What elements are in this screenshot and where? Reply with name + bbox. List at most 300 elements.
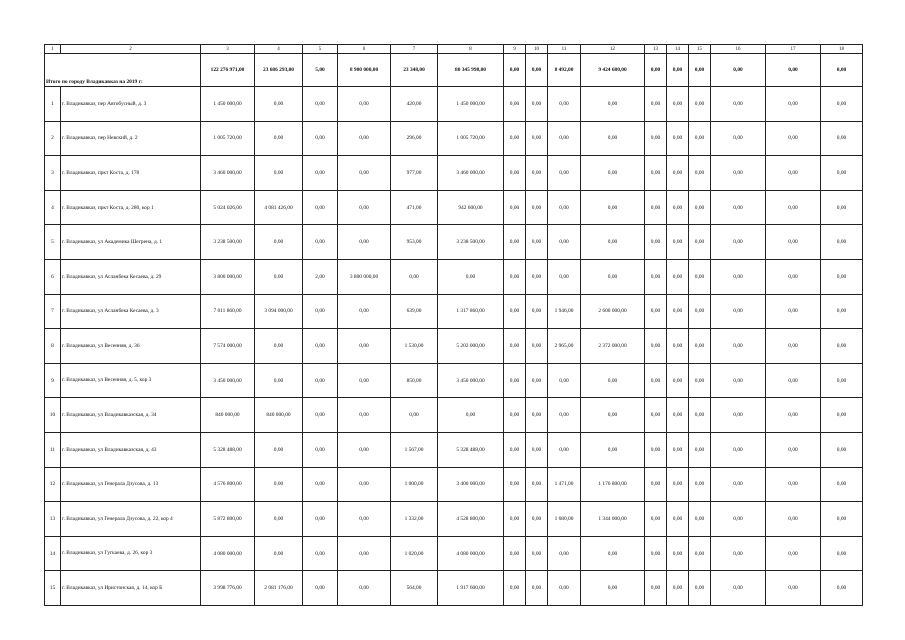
row-value: 0,00 (548, 190, 581, 225)
row-value: 0,00 (821, 190, 863, 225)
row-value: 0,00 (338, 225, 391, 260)
row-value: 0,00 (689, 467, 711, 502)
column-header-1: 1 (45, 45, 61, 54)
table-row (45, 259, 863, 294)
row-value: 0,00 (645, 121, 667, 156)
row-value: 942 600,00 (438, 190, 504, 225)
row-value: 0,00 (504, 398, 526, 433)
row-value: 0,00 (338, 121, 391, 156)
row-value: 0,00 (645, 225, 667, 260)
row-value: 0,00 (766, 398, 821, 433)
row-value: 0,00 (338, 294, 391, 329)
row-value: 0,00 (526, 363, 548, 398)
row-value: 0,00 (766, 432, 821, 467)
row-value: 0,00 (526, 467, 548, 502)
row-value: 0,00 (689, 432, 711, 467)
row-value: 0,00 (338, 190, 391, 225)
row-value: 0,00 (645, 363, 667, 398)
row-number: 6 (45, 259, 61, 294)
row-value: 3 238 500,00 (438, 225, 504, 260)
table-row (45, 225, 863, 260)
row-value: 5 024 026,00 (201, 190, 255, 225)
total-value: 0,00 (766, 54, 821, 87)
row-value: 0,00 (526, 432, 548, 467)
row-value: 0,00 (711, 432, 766, 467)
row-value: 0,00 (255, 363, 303, 398)
row-value: 0,00 (711, 156, 766, 191)
row-value: 0,00 (581, 87, 645, 122)
row-value: 0,00 (667, 225, 689, 260)
row-value: 1 946,00 (548, 294, 581, 329)
row-value: 0,00 (645, 156, 667, 191)
row-value: 3 238 500,00 (201, 225, 255, 260)
column-header-9: 9 (504, 45, 526, 54)
table-row (45, 502, 863, 537)
row-value: 0,00 (504, 225, 526, 260)
row-value: 5 328 488,00 (438, 432, 504, 467)
row-value: 0,00 (689, 190, 711, 225)
row-number: 11 (45, 432, 61, 467)
row-value: 0,00 (303, 467, 338, 502)
total-value: 0,00 (689, 54, 711, 87)
row-value: 4 528 800,00 (438, 502, 504, 537)
row-value: 0,00 (667, 294, 689, 329)
row-value: 1 567,00 (391, 432, 438, 467)
row-value: 1 332,00 (391, 502, 438, 537)
row-value: 0,00 (711, 363, 766, 398)
row-value: 0,00 (689, 87, 711, 122)
row-value: 0,00 (689, 156, 711, 191)
column-number-header-row (45, 45, 863, 54)
row-value: 0,00 (645, 87, 667, 122)
row-value: 0,00 (526, 156, 548, 191)
row-value: 0,00 (821, 156, 863, 191)
row-number: 12 (45, 467, 61, 502)
row-value: 0,00 (766, 467, 821, 502)
row-value: 0,00 (667, 190, 689, 225)
row-value: 0,00 (548, 87, 581, 122)
row-value: 1 020,00 (391, 536, 438, 571)
row-value: 0,00 (504, 87, 526, 122)
row-value: 0,00 (766, 502, 821, 537)
row-value: 0,00 (338, 571, 391, 606)
row-value: 639,00 (391, 294, 438, 329)
row-value: 0,00 (581, 398, 645, 433)
row-value: 0,00 (667, 329, 689, 364)
row-value: 4 576 800,00 (201, 467, 255, 502)
row-value: 0,00 (821, 398, 863, 433)
row-value: 0,00 (711, 502, 766, 537)
row-value: 0,00 (526, 398, 548, 433)
row-value: 0,00 (548, 156, 581, 191)
row-value: 5 328 488,00 (201, 432, 255, 467)
row-value: 0,00 (821, 467, 863, 502)
row-value: 0,00 (303, 536, 338, 571)
row-value: 0,00 (255, 87, 303, 122)
row-value: 0,00 (303, 502, 338, 537)
row-value: 0,00 (667, 156, 689, 191)
row-value: 0,00 (667, 363, 689, 398)
total-value: 0,00 (821, 54, 863, 87)
row-value: 0,00 (711, 225, 766, 260)
row-value: 0,00 (821, 87, 863, 122)
total-value: 23 686 293,00 (255, 54, 303, 87)
row-number: 3 (45, 156, 61, 191)
row-value: 0,00 (581, 432, 645, 467)
row-value: 0,00 (766, 190, 821, 225)
row-value: 0,00 (303, 398, 338, 433)
row-address: г. Владикавказ, ул Асланбека Кесаева, д. 29 (61, 259, 201, 294)
total-row (45, 54, 863, 87)
row-value: 0,00 (581, 571, 645, 606)
row-value: 0,00 (689, 536, 711, 571)
row-value: 0,00 (338, 432, 391, 467)
row-value: 0,00 (821, 571, 863, 606)
row-value: 0,00 (504, 121, 526, 156)
row-value: 0,00 (548, 363, 581, 398)
row-value: 0,00 (766, 121, 821, 156)
row-value: 0,00 (711, 467, 766, 502)
total-value: 8 492,00 (548, 54, 581, 87)
table-row (45, 329, 863, 364)
row-value: 3 400 000,00 (438, 467, 504, 502)
total-value: 9 424 680,00 (581, 54, 645, 87)
table-row (45, 87, 863, 122)
row-value: 0,00 (581, 190, 645, 225)
row-value: 0,00 (548, 571, 581, 606)
row-value: 0,00 (766, 156, 821, 191)
row-value: 0,00 (438, 259, 504, 294)
row-value: 0,00 (338, 363, 391, 398)
row-address: г. Владикавказ, пер Автобусный, д. 3 (61, 87, 201, 122)
row-value: 3 998 776,00 (201, 571, 255, 606)
row-value: 0,00 (391, 398, 438, 433)
row-value: 0,00 (303, 432, 338, 467)
row-value: 3 460 000,00 (201, 156, 255, 191)
row-address: г. Владикавказ, ул Иристонская, д. 14, кор Б (61, 571, 201, 606)
row-address: г. Владикавказ, ул Владикавказская, д. 43 (61, 432, 201, 467)
column-header-16: 16 (711, 45, 766, 54)
column-header-12: 12 (581, 45, 645, 54)
column-header-6: 6 (338, 45, 391, 54)
row-value: 0,00 (711, 571, 766, 606)
row-value: 0,00 (821, 502, 863, 537)
row-value: 0,00 (689, 121, 711, 156)
row-value: 0,00 (338, 467, 391, 502)
row-number: 10 (45, 398, 61, 433)
row-value: 0,00 (303, 363, 338, 398)
row-value: 0,00 (255, 259, 303, 294)
row-value: 0,00 (548, 225, 581, 260)
row-value: 0,00 (526, 502, 548, 537)
row-value: 0,00 (667, 502, 689, 537)
total-value: 80 345 998,00 (438, 54, 504, 87)
row-value: 0,00 (766, 294, 821, 329)
table-row (45, 536, 863, 571)
row-value: 0,00 (504, 156, 526, 191)
row-value: 0,00 (548, 432, 581, 467)
column-header-14: 14 (667, 45, 689, 54)
row-value: 0,00 (338, 502, 391, 537)
row-value: 0,00 (766, 87, 821, 122)
row-value: 0,00 (711, 259, 766, 294)
row-value: 420,00 (391, 87, 438, 122)
row-value: 1 000,00 (391, 467, 438, 502)
row-value: 0,00 (504, 190, 526, 225)
row-value: 0,00 (504, 329, 526, 364)
row-address: г. Владикавказ, ул Весенняя, д. 5, кор 3 (61, 363, 201, 398)
row-value: 0,00 (711, 87, 766, 122)
row-value: 840 000,00 (201, 398, 255, 433)
row-value: 0,00 (689, 398, 711, 433)
row-number: 15 (45, 571, 61, 606)
row-number: 14 (45, 536, 61, 571)
row-value: 0,00 (548, 121, 581, 156)
row-value: 0,00 (338, 398, 391, 433)
row-value: 0,00 (303, 87, 338, 122)
row-value: 4 080 000,00 (438, 536, 504, 571)
row-value: 0,00 (821, 432, 863, 467)
row-value: 0,00 (526, 294, 548, 329)
row-value: 0,00 (711, 190, 766, 225)
row-value: 0,00 (766, 571, 821, 606)
row-value: 0,00 (255, 225, 303, 260)
row-value: 1 450 000,00 (201, 87, 255, 122)
row-value: 0,00 (526, 225, 548, 260)
row-value: 0,00 (645, 432, 667, 467)
row-value: 0,00 (645, 502, 667, 537)
column-header-13: 13 (645, 45, 667, 54)
row-value: 0,00 (645, 467, 667, 502)
row-number: 2 (45, 121, 61, 156)
row-value: 0,00 (766, 536, 821, 571)
row-value: 0,00 (303, 571, 338, 606)
row-value: 0,00 (303, 225, 338, 260)
row-value: 0,00 (504, 363, 526, 398)
table-row (45, 190, 863, 225)
row-value: 3 800 000,00 (338, 259, 391, 294)
row-number: 5 (45, 225, 61, 260)
row-value: 7 574 000,00 (201, 329, 255, 364)
row-value: 0,00 (667, 121, 689, 156)
row-value: 0,00 (821, 329, 863, 364)
row-number: 9 (45, 363, 61, 398)
row-value: 850,00 (391, 363, 438, 398)
row-value: 0,00 (438, 398, 504, 433)
total-value: 8 900 000,00 (338, 54, 391, 87)
table-body (45, 45, 863, 606)
row-address: г. Владикавказ, пркт Коста, д. 280, кор 1 (61, 190, 201, 225)
row-address: г. Владикавказ, ул Владикавказская, д. 34 (61, 398, 201, 433)
row-value: 0,00 (689, 294, 711, 329)
row-number: 13 (45, 502, 61, 537)
housing-repair-table (44, 44, 863, 606)
row-value: 0,00 (255, 432, 303, 467)
row-value: 0,00 (689, 329, 711, 364)
row-value: 0,00 (711, 398, 766, 433)
row-value: 0,00 (667, 571, 689, 606)
row-value: 0,00 (645, 329, 667, 364)
row-value: 3 800 000,00 (201, 259, 255, 294)
row-value: 0,00 (766, 259, 821, 294)
row-value: 3 460 000,00 (438, 156, 504, 191)
row-value: 0,00 (711, 329, 766, 364)
row-value: 0,00 (711, 536, 766, 571)
row-value: 1 450 000,00 (438, 87, 504, 122)
row-value: 2 081 176,00 (255, 571, 303, 606)
row-value: 564,00 (391, 571, 438, 606)
row-value: 0,00 (255, 156, 303, 191)
row-value: 977,00 (391, 156, 438, 191)
row-number: 8 (45, 329, 61, 364)
column-header-11: 11 (548, 45, 581, 54)
row-value: 296,00 (391, 121, 438, 156)
row-value: 0,00 (526, 571, 548, 606)
row-value: 1 471,00 (548, 467, 581, 502)
table-row (45, 363, 863, 398)
row-value: 840 000,00 (255, 398, 303, 433)
row-value: 1 005 720,00 (438, 121, 504, 156)
row-value: 0,00 (255, 121, 303, 156)
row-value: 7 011 860,00 (201, 294, 255, 329)
total-value: 0,00 (667, 54, 689, 87)
row-value: 0,00 (821, 225, 863, 260)
total-value: 0,00 (645, 54, 667, 87)
row-value: 0,00 (667, 398, 689, 433)
row-value: 0,00 (581, 156, 645, 191)
row-value: 0,00 (766, 329, 821, 364)
column-header-3: 3 (201, 45, 255, 54)
row-value: 0,00 (504, 467, 526, 502)
row-value: 0,00 (303, 121, 338, 156)
row-value: 0,00 (504, 294, 526, 329)
row-value: 0,00 (689, 571, 711, 606)
row-value: 0,00 (504, 502, 526, 537)
table-row (45, 156, 863, 191)
row-value: 0,00 (548, 536, 581, 571)
row-value: 1 005 720,00 (201, 121, 255, 156)
row-value: 0,00 (581, 259, 645, 294)
column-header-18: 18 (821, 45, 863, 54)
row-value: 0,00 (821, 536, 863, 571)
row-value: 0,00 (689, 502, 711, 537)
row-value: 4 081 426,00 (255, 190, 303, 225)
total-value: 0,00 (504, 54, 526, 87)
row-value: 0,00 (303, 329, 338, 364)
total-value: 5,00 (303, 54, 338, 87)
row-address: г. Владикавказ, ул Весенняя, д. 36 (61, 329, 201, 364)
row-value: 0,00 (667, 467, 689, 502)
row-value: 0,00 (645, 536, 667, 571)
row-value: 0,00 (645, 294, 667, 329)
row-value: 0,00 (526, 121, 548, 156)
row-value: 0,00 (548, 259, 581, 294)
row-value: 0,00 (581, 536, 645, 571)
row-value: 0,00 (581, 121, 645, 156)
row-value: 0,00 (645, 571, 667, 606)
row-value: 3 450 000,00 (438, 363, 504, 398)
row-value: 0,00 (667, 536, 689, 571)
row-value: 0,00 (821, 259, 863, 294)
row-value: 0,00 (504, 432, 526, 467)
row-value: 0,00 (338, 87, 391, 122)
row-value: 4 080 000,00 (201, 536, 255, 571)
row-value: 0,00 (255, 502, 303, 537)
row-address: г. Владикавказ, ул Гугкаева, д. 26, кор 3 (61, 536, 201, 571)
row-address: г. Владикавказ, пер Невский, д. 2 (61, 121, 201, 156)
row-value: 0,00 (821, 121, 863, 156)
row-value: 0,00 (581, 225, 645, 260)
row-address: г. Владикавказ, ул Академика Шегрена, д. 1 (61, 225, 201, 260)
row-value: 0,00 (667, 432, 689, 467)
row-number: 4 (45, 190, 61, 225)
row-value: 0,00 (526, 259, 548, 294)
row-address: г. Владикавказ, ул Асланбека Кесаева, д. 3 (61, 294, 201, 329)
row-value: 0,00 (504, 571, 526, 606)
column-header-8: 8 (438, 45, 504, 54)
row-value: 0,00 (689, 259, 711, 294)
row-value: 0,00 (766, 363, 821, 398)
row-value: 0,00 (581, 363, 645, 398)
row-number: 1 (45, 87, 61, 122)
row-value: 0,00 (667, 87, 689, 122)
row-value: 0,00 (303, 294, 338, 329)
row-value: 0,00 (548, 398, 581, 433)
row-value: 1 530,00 (391, 329, 438, 364)
row-value: 0,00 (255, 536, 303, 571)
row-value: 1 176 800,00 (581, 467, 645, 502)
column-header-15: 15 (689, 45, 711, 54)
row-address: г. Владикавказ, пркт Коста, д. 178 (61, 156, 201, 191)
row-value: 0,00 (667, 259, 689, 294)
row-value: 1 317 860,00 (438, 294, 504, 329)
row-value: 3 094 000,00 (255, 294, 303, 329)
table-row (45, 121, 863, 156)
table-row (45, 571, 863, 606)
table-row (45, 294, 863, 329)
row-value: 1 917 600,00 (438, 571, 504, 606)
row-value: 0,00 (526, 329, 548, 364)
row-value: 0,00 (526, 190, 548, 225)
row-value: 2 965,00 (548, 329, 581, 364)
table-row (45, 432, 863, 467)
column-header-5: 5 (303, 45, 338, 54)
row-value: 2 372 000,00 (581, 329, 645, 364)
column-header-2: 2 (61, 45, 201, 54)
row-value: 2,00 (303, 259, 338, 294)
row-value: 0,00 (338, 536, 391, 571)
row-value: 0,00 (821, 294, 863, 329)
row-address: г. Владикавказ, ул Генерала Дзусова, д. 13 (61, 467, 201, 502)
row-value: 0,00 (255, 329, 303, 364)
row-value: 0,00 (711, 294, 766, 329)
row-value: 2 600 000,00 (581, 294, 645, 329)
row-value: 471,00 (391, 190, 438, 225)
row-value: 0,00 (645, 398, 667, 433)
row-address: г. Владикавказ, ул Генерала Дзусова, д. 22, кор 4 (61, 502, 201, 537)
row-value: 0,00 (821, 363, 863, 398)
row-value: 0,00 (504, 259, 526, 294)
column-header-7: 7 (391, 45, 438, 54)
row-number: 7 (45, 294, 61, 329)
row-value: 1 344 000,00 (581, 502, 645, 537)
row-value: 5 872 800,00 (201, 502, 255, 537)
row-value: 0,00 (255, 467, 303, 502)
row-value: 953,00 (391, 225, 438, 260)
table-row (45, 467, 863, 502)
row-value: 0,00 (526, 87, 548, 122)
total-value: 0,00 (711, 54, 766, 87)
